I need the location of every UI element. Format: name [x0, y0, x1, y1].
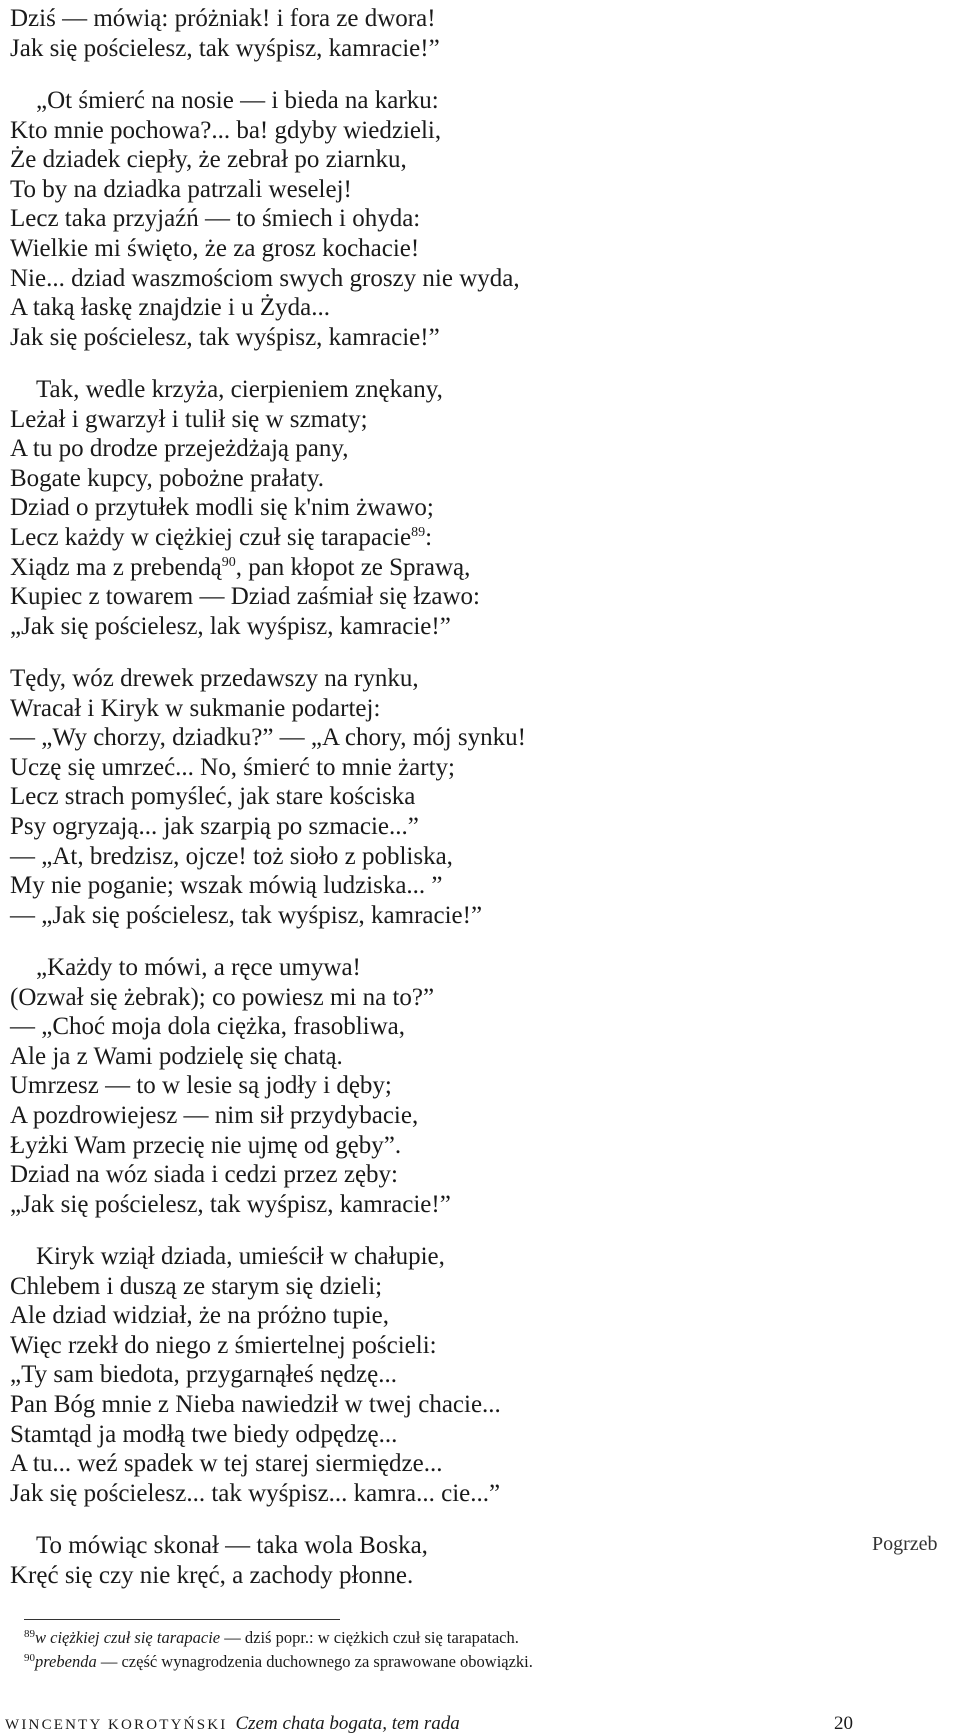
verse-line: Lecz strach pomyśleć, jak stare kościska: [10, 783, 416, 811]
footnote-number: 90: [24, 1652, 35, 1664]
verse-line: Jak się pościelesz, tak wyśpisz, kamracie!”: [10, 34, 440, 62]
stanza: [10, 4, 440, 63]
verse-line: — „Wy chorzy, dziadku?” — „A chory, mój synku!: [10, 724, 526, 752]
verse-line: „Ty sam biedota, przygarnąłeś nędzę...: [10, 1361, 397, 1389]
verse-line: Bogate kupcy, pobożne prałaty.: [10, 464, 325, 492]
verse-text: , pan kłopot ze Sprawą,: [235, 553, 471, 581]
verse-line: „Każdy to mówi, a ręce umywa!: [36, 954, 361, 981]
stanza: [10, 1531, 428, 1590]
verse-line: Kręć się czy nie kręć, a zachody płonne.: [10, 1561, 414, 1589]
verse-line: Że dziadek ciepły, że zebrał po ziarnku,: [10, 146, 407, 174]
page-number: 20: [834, 1713, 853, 1734]
verse-line: Tędy, wóz drewek przedawszy na rynku,: [10, 665, 419, 692]
verse-line: Wielkie mi święto, że za grosz kochacie!: [10, 234, 420, 262]
verse-line: A taką łaskę znajdzie i u Żyda...: [10, 294, 331, 322]
footer-author: WINCENTY KOROTYŃSKI: [5, 1717, 228, 1733]
verse-line: — „At, bredzisz, ojcze! toż sioło z pobliska,: [10, 842, 453, 870]
verse-line: Dziad o przytułek modli się k'nim żwawo;: [10, 494, 434, 522]
margin-note: Pogrzeb: [872, 1533, 938, 1555]
verse-line: Lecz taka przyjaźń — to śmiech i ohyda:: [10, 205, 421, 233]
verse-line: Kiryk wziął dziada, umieścił w chałupie,: [36, 1243, 445, 1270]
verse-line: Więc rzekł do niego z śmiertelnej pościeli:: [10, 1331, 437, 1359]
verse-line: My nie poganie; wszak mówią ludziska... ”: [10, 872, 443, 900]
verse-line: Jak się pościelesz... tak wyśpisz... kamra... cie...”: [10, 1479, 501, 1507]
footnote-term: w ciężkiej czuł się tarapacie: [35, 1628, 221, 1647]
verse-line: Dziś — mówią: próżniak! i fora ze dwora!: [10, 5, 436, 32]
verse-line: A tu po drodze przejeżdżają pany,: [10, 435, 349, 463]
verse-line: „Ot śmierć na nosie — i bieda na karku:: [36, 87, 439, 114]
stanza: [10, 375, 480, 641]
footnote-90: [24, 1652, 533, 1672]
verse-line: — „Jak się pościelesz, tak wyśpisz, kamracie!”: [10, 901, 483, 929]
footnote-text: — część wynagrodzenia duchownego za sprawowane obowiązki.: [96, 1652, 533, 1671]
verse-text: Lecz każdy w ciężkiej czuł się tarapacie: [10, 523, 412, 551]
footnote-term: prebenda: [35, 1652, 97, 1671]
verse-line: Umrzesz — to w lesie są jodły i dęby;: [10, 1072, 392, 1100]
verse-line: Nie... dziad waszmościom swych groszy nie wyda,: [10, 264, 520, 292]
verse-line: „Jak się pościelesz, tak wyśpisz, kamracie!”: [10, 1190, 451, 1218]
stanza: [10, 664, 526, 930]
footnote-89: [24, 1628, 519, 1648]
verse-line: — „Choć moja dola ciężka, frasobliwa,: [10, 1013, 405, 1041]
verse-line: [10, 553, 480, 583]
footnote-text: — dziś popr.: w ciężkich czuł się tarapatach.: [220, 1628, 519, 1647]
verse-line: A tu... weź spadek w tej starej siermiędze...: [10, 1450, 443, 1478]
page-footer: [5, 1713, 853, 1735]
footnote-ref-89[interactable]: 89: [411, 524, 426, 540]
verse-line: Jak się pościelesz, tak wyśpisz, kamracie!”: [10, 323, 440, 351]
verse-line: Pan Bóg mnie z Nieba nawiedził w twej chacie...: [10, 1390, 501, 1418]
footer-work-title: Czem chata bogata, tem rada: [235, 1713, 460, 1734]
verse-line: To by na dziadka patrzali weselej!: [10, 175, 352, 203]
verse-line: Psy ogryzają... jak szarpią po szmacie...”: [10, 812, 419, 840]
verse-line: Stamtąd ja modłą twe biedy odpędzę...: [10, 1420, 398, 1448]
verse-line: Kupiec z towarem — Dziad zaśmiał się łzawo:: [10, 583, 480, 611]
verse-line: Ale ja z Wami podzielę się chatą.: [10, 1042, 343, 1070]
footnote-ref-90[interactable]: 90: [221, 554, 236, 570]
verse-line: [10, 523, 480, 553]
verse-line: Tak, wedle krzyża, cierpieniem znękany,: [36, 376, 443, 403]
stanza: [10, 86, 520, 352]
verse-line: Chlebem i duszą ze starym się dzieli;: [10, 1272, 383, 1300]
verse-text: Xiądz ma z prebendą: [10, 553, 222, 581]
verse-line: Kto mnie pochowa?... ba! gdyby wiedzieli,: [10, 116, 442, 144]
verse-line: Ale dziad widział, że na próżno tupie,: [10, 1302, 390, 1330]
verse-line: „Jak się pościelesz, lak wyśpisz, kamracie!”: [10, 612, 451, 640]
verse-line: (Ozwał się żebrak); co powiesz mi na to?”: [10, 983, 435, 1011]
footnote-divider: [24, 1619, 340, 1620]
verse-line: To mówiąc skonał — taka wola Boska,: [36, 1532, 428, 1559]
verse-line: Dziad na wóz siada i cedzi przez zęby:: [10, 1161, 398, 1189]
stanza: [10, 953, 451, 1219]
verse-line: Leżał i gwarzył i tulił się w szmaty;: [10, 405, 368, 433]
verse-line: Uczę się umrzeć... No, śmierć to mnie żarty;: [10, 753, 455, 781]
stanza: [10, 1242, 501, 1508]
verse-line: A pozdrowiejesz — nim sił przydybacie,: [10, 1101, 419, 1129]
verse-text: :: [425, 523, 433, 551]
footnote-number: 89: [24, 1628, 35, 1640]
verse-line: Wracał i Kiryk w sukmanie podartej:: [10, 694, 381, 722]
verse-line: Łyżki Wam przecię nie ujmę od gęby”.: [10, 1131, 402, 1159]
